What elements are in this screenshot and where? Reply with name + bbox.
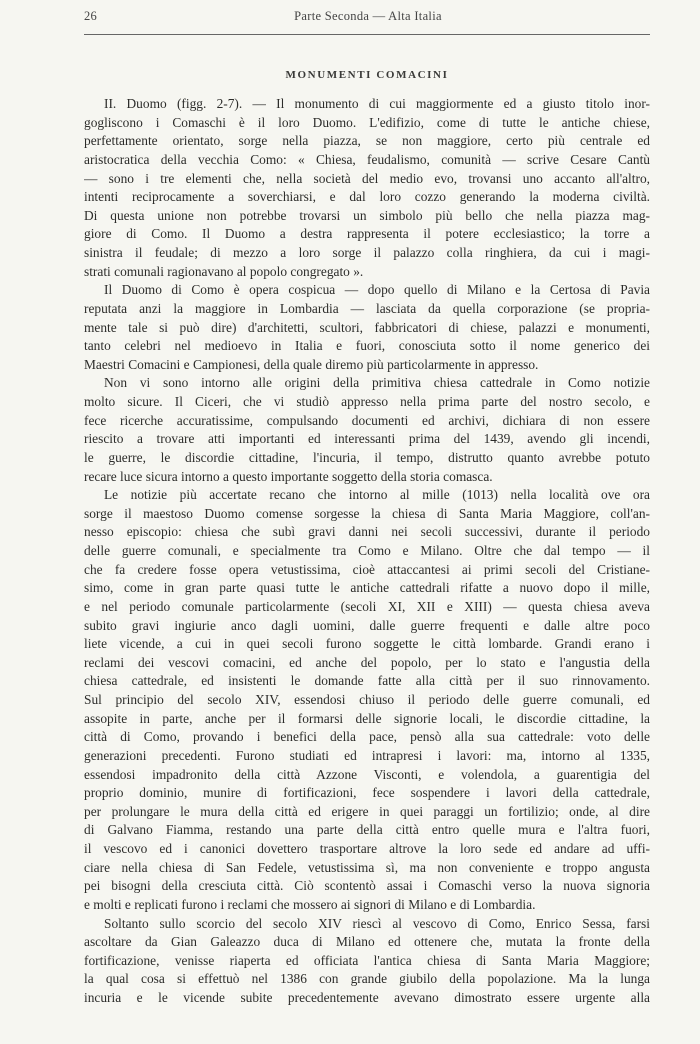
paragraph [84,374,650,486]
text-line: Maestri Comacini e Campionesi, della quale diremo più particolarmente in appresso. [84,356,539,372]
text-line: strati comunali ragionavano al popolo congregato ». [84,263,364,279]
body-text [84,95,650,1008]
text-line: gogliscono i Comaschi è il loro Duomo. L'edifizio, come di tutte le antiche chiese, [84,114,650,130]
paragraph [84,486,650,914]
text-line: molto sicure. Il Ciceri, che vi studiò appresso nella prima parte del nostro secolo, e [84,394,650,409]
text-line: proprio dominio, munire di fortificazioni, fece sospendere i lavori della cattedrale, [84,785,650,801]
text-line: Il Duomo di Como è opera cospicua — dopo quello di Milano e la Certosa di Pavia [104,282,650,298]
text-line: per prolungare le mura della città ed erigere in quei paraggi un fortilizio; onde, al dire [84,803,650,819]
text-line: Soltanto sullo scorcio del secolo XIV riescì al vescovo di Como, Enrico Sessa, farsi [104,915,650,931]
text-line: pei bisogni della cresciuta città. Ciò scontentò assai i Comaschi verso la nuova signoria [84,878,650,894]
text-line: intenti reciprocamente a soverchiarsi, e dal loro cozzo generando la moderna civiltà. [84,189,650,205]
text-line: reputata anzi la maggiore in Lombardia — lasciata da quella corporazione (se propria- [84,300,650,316]
text-line: Non vi sono intorno alle origini della primitiva chiesa cattedrale in Como notizie [104,375,650,391]
running-header [84,9,652,27]
text-line: perfettamente orientato, sorge nella piazza, se non maggiore, certo più centrale ed [84,133,650,149]
text-line: Sul principio del secolo XIV, essendosi chiuso il periodo delle guerre comunali, ed [84,692,650,707]
page-number: 26 [84,9,98,23]
text-line: le guerre, le discordie cittadine, l'incuria, il tempo, distrutto quanto avrebbe potuto [84,449,650,465]
text-line: incuria e le vicende subite precedentemente avevano dimostrato essere urgente alla [84,990,650,1005]
text-line: — sono i tre elementi che, nella società del medio evo, trovansi uno accanto all'altro, [84,170,650,186]
text-line: che fa credere fosse opera vetustissima, cioè attaccantesi ai primi secoli del Cristiane- [84,561,650,577]
text-line: ciare nella chiesa di San Fedele, vetustissima sì, ma non conveniente e troppo angusta [84,859,650,875]
text-line: mente tale si può dire) d'architetti, scultori, fabbricatori di chiese, palazzi e monumenti, [84,319,650,335]
text-line: subito gravi ingiurie anco dagli uomini, dalle guerre frequenti e dalle altre poco [84,617,650,633]
text-line: sinistra il feudale; di mezzo a loro sorge il palazzo colla ringhiera, da cui i magi- [84,245,650,260]
text-line: e molti e replicati furono i reclami che mossero ai signori di Milano e di Lombardia. [84,896,536,912]
running-header-title: Parte Seconda — Alta Italia [294,9,442,23]
paragraph [84,915,650,1008]
text-line: la qual cosa si effettuò nel 1386 con grande giubilo della popolazione. Ma la lunga [84,971,650,987]
text-line: riescito a trovare atti importanti ed interessanti prima del 1439, avendo gli incendi, [84,431,650,447]
header-rule [84,34,650,35]
text-line: sorge il maestoso Duomo comense sorgesse la chiesa di Santa Maria Maggiore, coll'an- [84,505,650,521]
text-line: di Galvano Fiamma, restando una parte della città entro quelle mura e l'altra fuori, [84,822,650,838]
text-line: nesso episcopio: chiesa che subì gravi danni nei secoli successivi, durante il periodo [84,524,650,540]
text-line: generazioni precedenti. Furono studiati ed intrapresi i lavori: ma, intorno al 1335, [84,747,650,763]
text-line: recare luce sicura intorno a questo importante soggetto della storia comasca. [84,468,493,484]
text-line: chiesa cattedrale, ed insistenti le domande fatte alla città per il suo rinnovamento. [84,673,650,689]
text-line: simo, come in gran parte quasi tutte le antiche cattedrali rifatte a nuovo dopo il mille, [84,580,650,596]
text-line: e nel periodo comunale particolarmente (secoli XI, XII e XIII) — questa chiesa aveva [84,598,650,614]
text-line: Di questa unione non potrebbe trovarsi un simbolo più bello che nella piazza mag- [84,207,650,223]
text-line: città di Como, provando i benefici della pace, pensò alla sua cattedrale: voto delle [84,729,650,745]
text-line: liete vicende, a cui in quei secoli furono soggette le città lombarde. Grandi erano i [84,636,650,652]
text-line: ascoltare da Gian Galeazzo duca di Milano ed ottenere che, mutata la fronte della [84,934,650,950]
text-line: fortificazione, venisse riaperta ed officiata l'antica chiesa di Santa Maria Maggiore; [84,952,650,968]
text-line: fece ricerche accuratissime, compulsando documenti ed archivi, dichiara di non essere [84,412,650,428]
text-line: essendosi impadronito della città Azzone Visconti, e volendola, a guarentigia del [84,766,650,782]
text-line: delle guerre comunali, e specialmente tra Como e Milano. Oltre che dal tempo — il [84,543,650,558]
section-title: MONUMENTI COMACINI [285,69,449,81]
text-line: assopite in parte, anche per il formarsi delle signorie locali, le discordie cittadine, la [84,710,650,726]
text-line: Le notizie più accertate recano che intorno al mille (1013) nella località ove ora [104,487,650,503]
paragraph [84,95,650,281]
text-line: reclami dei vescovi comacini, ed anche del popolo, per lo stato e l'angustia della [84,654,650,670]
paragraph [84,281,650,374]
text-line: il vescovo ed i canonici dovettero trasportare altrove la loro sede ed andare ad uffi- [84,841,650,856]
text-line: tanto celebri nel medioevo in Italia e fuori, conosciuta sotto il nome generico dei [84,338,650,354]
text-line: aristocratica della vecchia Como: « Chiesa, feudalismo, comunità — scrive Cesare Cantù [84,151,650,167]
text-line: II. Duomo (figg. 2-7). — Il monumento di cui maggiormente ed a giusto titolo inor- [104,96,650,111]
text-line: giore di Como. Il Duomo a destra rappresenta il potere ecclesiastico; la torre a [84,226,650,242]
